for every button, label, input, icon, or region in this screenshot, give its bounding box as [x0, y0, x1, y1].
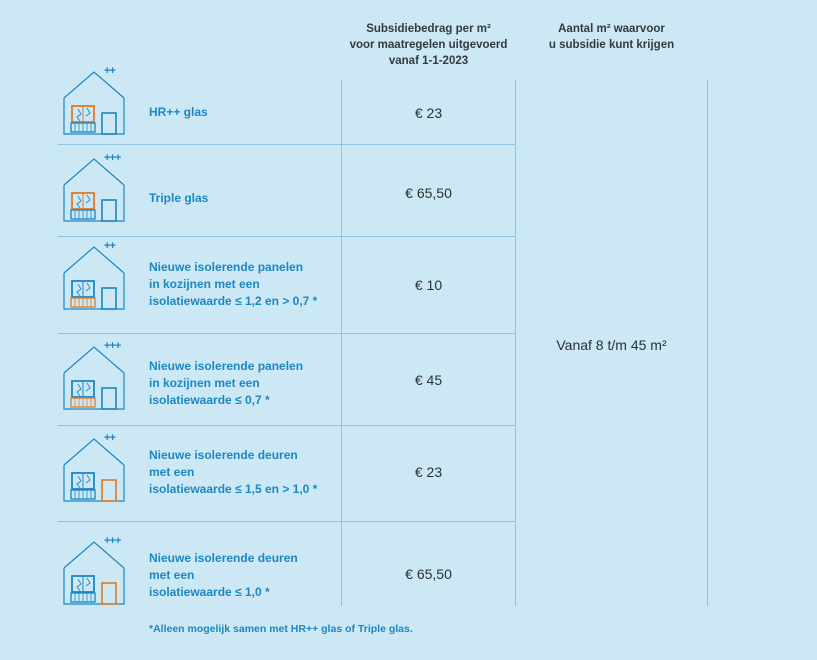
measure-label	[149, 104, 339, 121]
measure-label-line: isolatiewaarde ≤ 1,0 *	[149, 585, 270, 599]
measure-label-line: isolatiewaarde ≤ 1,5 en > 1,0 *	[149, 482, 318, 496]
measure-label-line: Nieuwe isolerende deuren	[149, 448, 298, 462]
row-divider	[58, 236, 515, 237]
measure-label-line: Nieuwe isolerende panelen	[149, 260, 304, 274]
measure-label-line: met een	[149, 465, 195, 479]
row-divider	[58, 521, 515, 522]
subsidy-amount: € 65,50	[405, 185, 452, 201]
house-window-glass-icon	[58, 68, 130, 140]
area-value: Vanaf 8 t/m 45 m²	[556, 337, 667, 353]
measure-label-line: isolatiewaarde ≤ 0,7 *	[149, 393, 270, 407]
column-header-subsidy	[341, 21, 516, 69]
rating-badge: +++	[104, 340, 121, 352]
measure-label-line: Nieuwe isolerende deuren	[149, 551, 298, 565]
measure-label-line: Nieuwe isolerende panelen	[149, 359, 304, 373]
measure-label	[149, 550, 339, 601]
measure-label-line: HR++ glas	[149, 105, 208, 119]
measure-label-line: isolatiewaarde ≤ 1,2 en > 0,7 *	[149, 294, 318, 308]
house-window-panel-icon	[58, 343, 130, 415]
column-header-area	[516, 21, 707, 53]
measure-label-line: in kozijnen met een	[149, 376, 260, 390]
rating-badge: ++	[104, 65, 115, 77]
rating-badge: +++	[104, 152, 121, 164]
measure-label	[149, 259, 339, 310]
header-subsidy-line-2: voor maatregelen uitgevoerd	[349, 39, 508, 51]
house-window-panel-icon	[58, 243, 130, 315]
subsidy-amount: € 10	[414, 277, 443, 293]
footnote: *Alleen mogelijk samen met HR++ glas of Triple glas.	[149, 623, 413, 635]
column-divider-right	[707, 80, 708, 606]
header-subsidy-line-3: vanaf 1-1-2023	[388, 55, 469, 67]
row-divider	[58, 333, 515, 334]
header-subsidy-line-1: Subsidiebedrag per m²	[366, 23, 491, 35]
row-divider	[58, 144, 515, 145]
house-door-icon	[58, 435, 130, 507]
header-area-line-1: Aantal m² waarvoor	[558, 23, 665, 35]
measure-label	[149, 447, 339, 498]
house-window-glass-icon	[58, 155, 130, 227]
subsidy-amount: € 45	[414, 372, 443, 388]
measure-label-line: met een	[149, 568, 195, 582]
header-area-line-2: u subsidie kunt krijgen	[548, 39, 675, 51]
rating-badge: +++	[104, 535, 121, 547]
measure-label-line: Triple glas	[149, 191, 209, 205]
measure-label-line: in kozijnen met een	[149, 277, 260, 291]
house-door-icon	[58, 538, 130, 610]
rating-badge: ++	[104, 432, 115, 444]
subsidy-amount: € 65,50	[405, 566, 452, 582]
rating-badge: ++	[104, 240, 115, 252]
measure-label	[149, 358, 339, 409]
subsidy-amount: € 23	[414, 105, 443, 121]
row-divider	[58, 425, 515, 426]
measure-label	[149, 190, 339, 207]
subsidy-amount: € 23	[414, 464, 443, 480]
column-divider-left	[341, 80, 342, 606]
